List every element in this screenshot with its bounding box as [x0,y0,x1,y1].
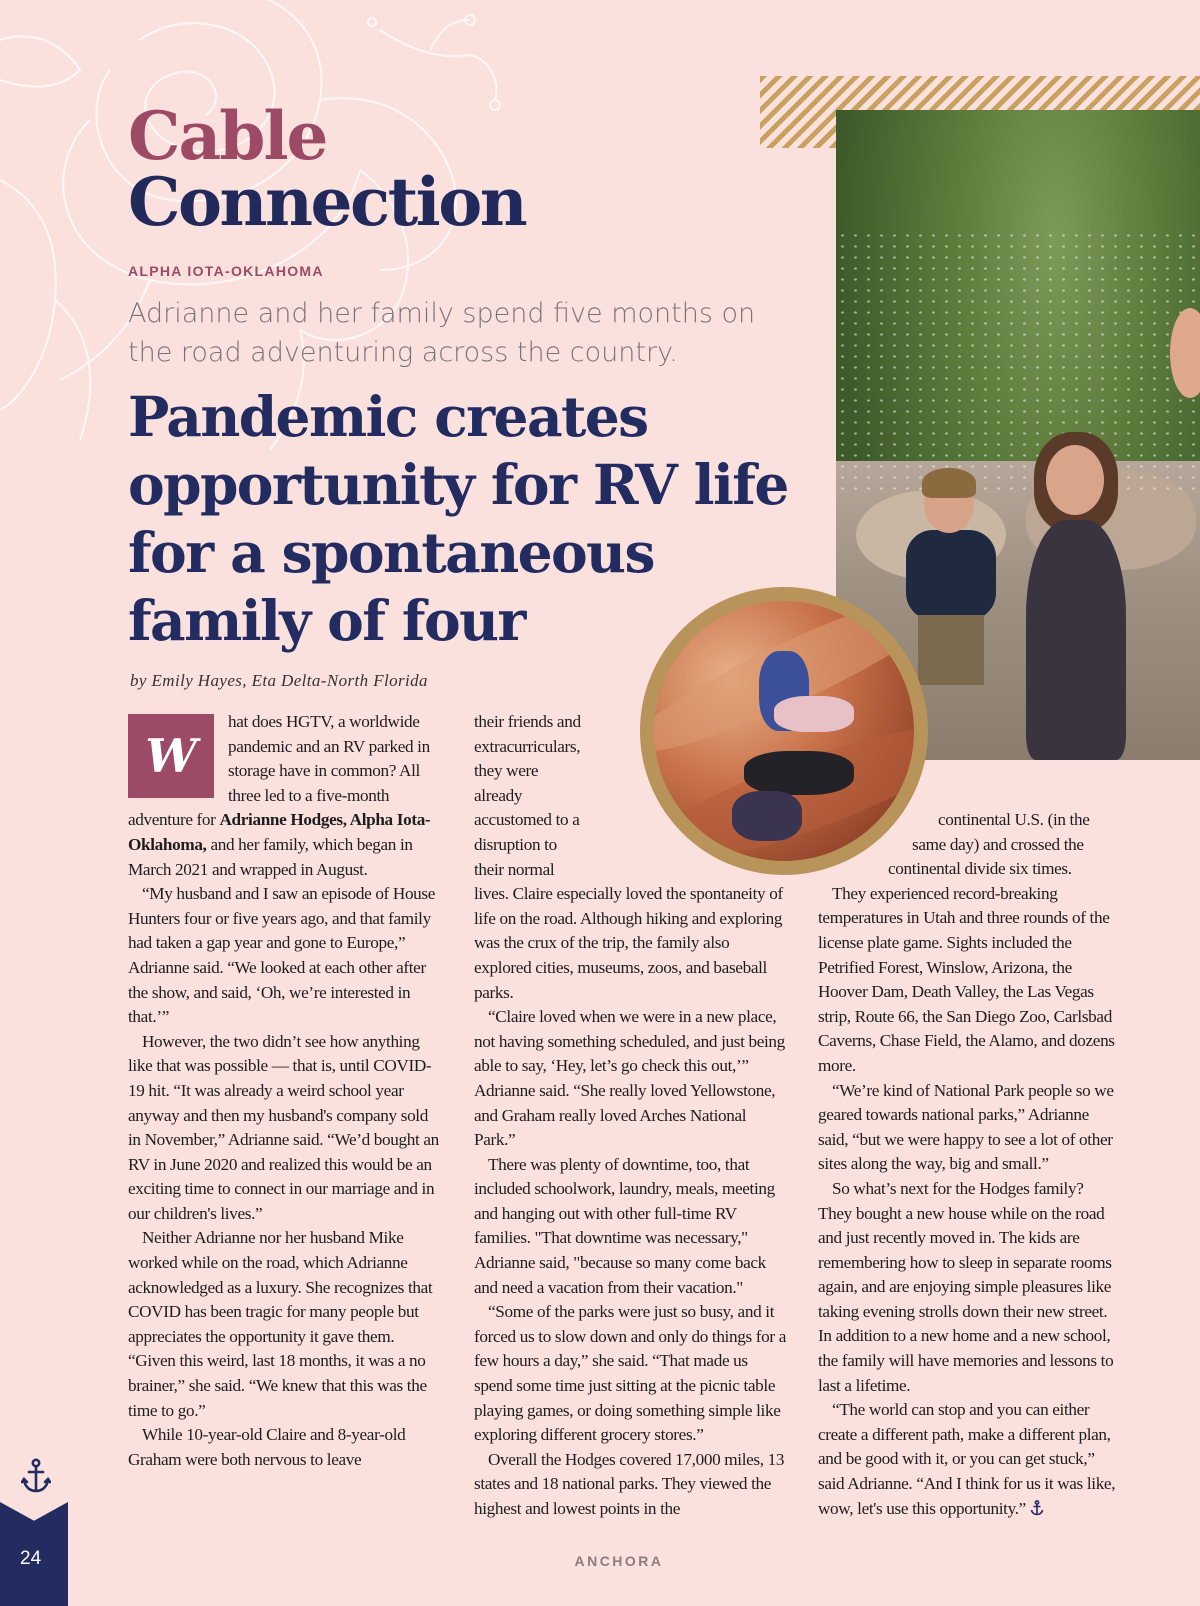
drop-cap: W [128,714,214,798]
title-line-2: Connection [128,163,526,241]
paragraph: Neither Adrianne nor her husband Mike worked while on the road, which Adrianne acknowledged as a luxury. She recognizes that COVID has been tragic for many people but appreciates the opportunity it gave them. “Given this weird, last 18 months, it was a no brainer,” she said. “We knew that this was the time to go.” [128,1228,433,1420]
member-name: Adrianne Hodges, Alpha Iota-Oklahoma, [128,810,431,854]
text: hat does HGTV, a worldwide pandemic and an RV parked in storage have in common? All three led to a five-month adventure for [128,712,430,830]
article-headline: Pandemic creates opportunity for RV life for a spontaneous family of four [128,384,788,653]
paragraph [128,710,440,882]
paragraph: their friends and extracurriculars, they were already accustomed to a disruption to their normal lives. Claire especially loved the spontaneity of life on the road. Although hiking and exploring was the crux of the trip, the family also explored cities, museums, zoos, and baseball parks. [474,712,783,1002]
dek-subtitle: Adrianne and her family spend five months on the road adventuring across the country. [128,298,756,368]
paragraph: So what’s next for the Hodges family? They bought a new house while on the road and just recently moved in. The kids are remembering how to sleep in separate rooms again, and are enjoying simple pleasures like taking evening strolls down their new street. In addition to a new home and a new school, the family will have memories and lessons to last a lifetime. [818,1178,1114,1395]
paragraph: “Claire loved when we were in a new place, not having something scheduled, and just being able to say, ‘Hey, let’s go check this out,’” Adrianne said. “She really loved Yellowstone, and Graham really loved Arches National Park.” [474,1007,785,1150]
paragraph: “My husband and I saw an episode of House Hunters four or five years ago, and that family had taken a gap year and gone to Europe,” Adrianne said. “We looked at each other after the show, and said, ‘Oh, we’re interested in that.’” [128,884,436,1027]
end-anchor-icon [1030,1500,1044,1516]
text: and her family, which began in March 2021 and wrapped in August. [128,834,413,879]
paragraph: However, the two didn’t see how anything like that was possible — that is, until COVID-19 hit. “It was already a weird school year anyway and then my husband's company sold in November,” Adrianne said. “We’d bought an RV in June 2020 and realized this would be an exciting time to connect in our marriage and in our children's lives.” [128,1031,439,1223]
paragraph: “We’re kind of National Park people so we geared towards national parks,” Adrianne said, “but we were happy to see a lot of other sites along the way, big and small.” [818,1080,1114,1174]
paragraph: “Some of the parks were just so busy, and it forced us to slow down and only do things for a few hours a day,” she said. “That made us spend some time just sitting at the picnic table playing games, or doing something simple like exploring different grocery stores.” [474,1302,786,1445]
text: “The world can stop and you can either create a different path, make a different plan, and be good with it, or you can get stuck,” said Adrianne. “And I think for us it was like, wow, let's use this opportunity.” [818,1400,1116,1518]
paragraph: While 10-year-old Claire and 8-year-old Graham were both nervous to leave [128,1425,406,1469]
anchor-icon [21,1458,51,1494]
paragraph: continental U.S. (in the same day) and crossed the continental divide six times. [888,810,1090,879]
article-column-1 [128,710,440,1472]
chapter-label: ALPHA IOTA-OKLAHOMA [128,263,324,279]
paragraph: There was plenty of downtime, too, that included schoolwork, laundry, meals, meeting and hanging out with other full-time RV families. "That downtime was necessary," Adrianne said, "because so many come back and need a vacation from their vacation." [474,1154,775,1297]
paragraph [818,1398,1118,1521]
title-line-1: Cable [128,97,327,175]
article-column-3 [818,808,1118,1521]
publication-name: ANCHORA [574,1553,664,1569]
article-column-2 [474,710,788,1522]
paragraph: Overall the Hodges covered 17,000 miles, 13 states and 18 national parks. They viewed the highest and lowest points in the [474,1449,785,1518]
page-number: 24 [20,1548,42,1569]
byline: by Emily Hayes, Eta Delta-North Florida [130,671,428,690]
paragraph: They experienced record-breaking temperatures in Utah and three rounds of the license plate game. Sights included the Petrified Forest, Winslow, Arizona, the Hoover Dam, Death Valley, the Las Vegas strip, Route 66, the San Diego Zoo, Carlsbad Caverns, Chase Field, the Alamo, and dozens more. [818,883,1115,1075]
